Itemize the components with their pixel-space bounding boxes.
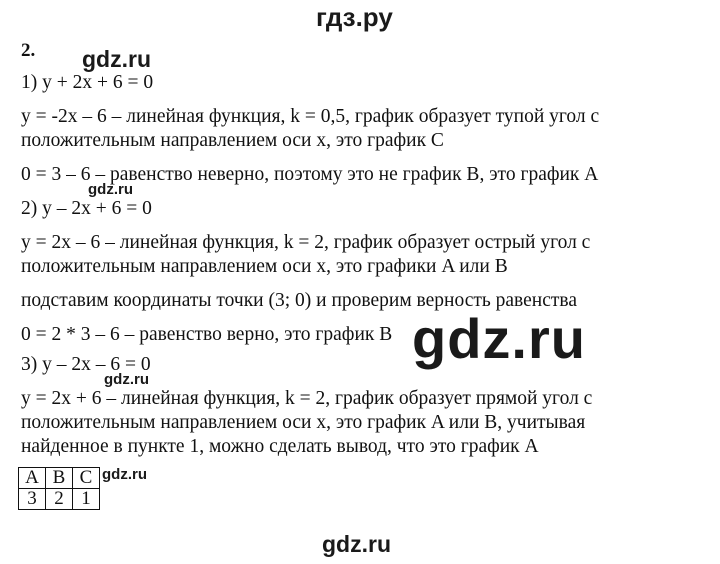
answer-table-value-row (19, 489, 100, 510)
watermark-footer: gdz.ru (322, 531, 391, 557)
solution-line-4: 0 = 3 – 6 – равенство неверно, поэтому это не график B, это график A (21, 164, 599, 185)
answer-value-a: 3 (19, 489, 46, 510)
solution-line-10: 3) y – 2x – 6 = 0 (21, 354, 151, 375)
answer-value-b: 2 (46, 489, 73, 510)
solution-line-13: найденное в пункте 1, можно сделать вывод, что это график A (21, 436, 539, 457)
exercise-number: 2. (21, 40, 36, 61)
answer-value-c: 1 (73, 489, 100, 510)
answer-header-a: A (19, 468, 46, 489)
solution-line-11: y = 2x + 6 – линейная функция, k = 2, график образует прямой угол с (21, 388, 593, 409)
watermark: gdz.ru (82, 46, 151, 72)
solution-line-5: 2) y – 2x + 6 = 0 (21, 198, 152, 219)
watermark-large: gdz.ru (412, 307, 586, 370)
watermark: gdz.ru (88, 181, 133, 198)
site-title: гдз.ру (316, 2, 393, 32)
solution-line-8: подставим координаты точки (3; 0) и проверим верность равенства (21, 290, 578, 311)
watermark: gdz.ru (102, 466, 147, 483)
answer-header-b: B (46, 468, 73, 489)
solution-line-9: 0 = 2 * 3 – 6 – равенство верно, это график B (21, 324, 393, 345)
watermark: gdz.ru (104, 371, 149, 388)
answer-table-header-row (19, 468, 100, 489)
solution-line-6: y = 2x – 6 – линейная функция, k = 2, график образует острый угол с (21, 232, 591, 253)
solution-line-2: y = -2x – 6 – линейная функция, k = 0,5, график образует тупой угол с (21, 106, 600, 127)
solution-line-12: положительным направлением оси x, это график A или B, учитывая (21, 412, 586, 433)
solution-line-1: 1) y + 2x + 6 = 0 (21, 72, 154, 93)
solution-line-3: положительным направлением оси x, это график C (21, 130, 444, 151)
answer-table (18, 467, 100, 510)
answer-header-c: C (73, 468, 100, 489)
solution-line-7: положительным направлением оси x, это графики A или B (21, 256, 508, 277)
